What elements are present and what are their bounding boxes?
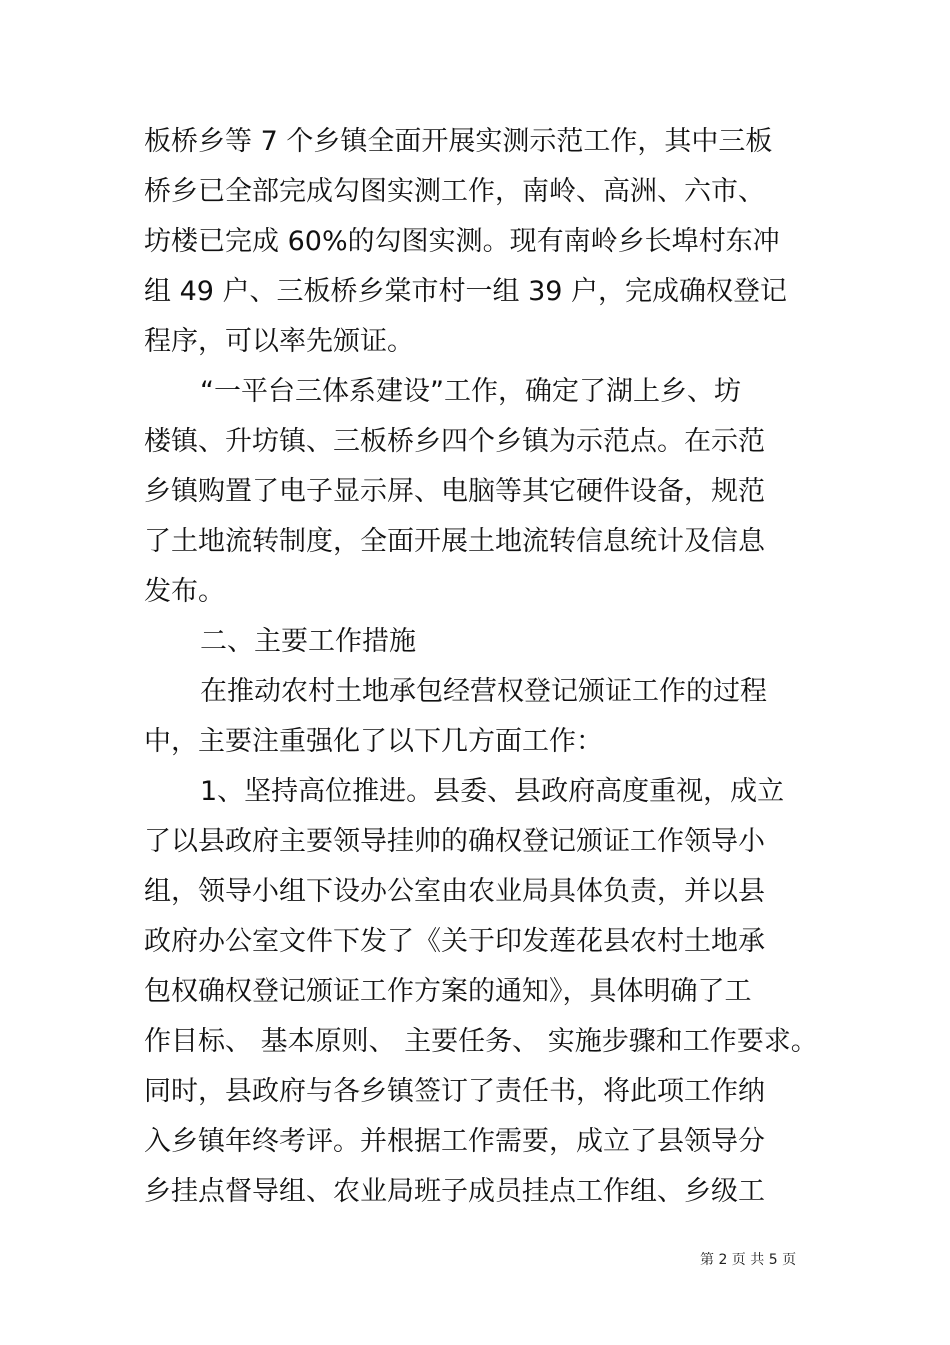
- text-line: 桥乡已全部完成勾图实测工作，南岭、高洲、六市、: [144, 176, 765, 207]
- text-line: 包权确权登记颁证工作方案的通知》，具体明确了工: [144, 976, 752, 1007]
- text-line: 板桥乡等 7 个乡镇全面开展实测示范工作，其中三板: [144, 126, 773, 157]
- text-line: 了土地流转制度，全面开展土地流转信息统计及信息: [144, 526, 765, 557]
- text-line: 程序，可以率先颁证。: [144, 326, 414, 357]
- text-line: 乡镇购置了电子显示屏、电脑等其它硬件设备，规范: [144, 476, 765, 507]
- text-line: 组 49 户、三板桥乡棠市村一组 39 户，完成确权登记: [144, 276, 788, 307]
- text-line: 发布。: [144, 576, 225, 607]
- text-line: 作目标、 基本原则、 主要任务、 实施步骤和工作要求。: [144, 1026, 818, 1057]
- text-line: “一平台三体系建设”工作，确定了湖上乡、坊: [200, 376, 741, 407]
- text-line: 同时，县政府与各乡镇签订了责任书，将此项工作纳: [144, 1076, 765, 1107]
- text-line: 在推动农村土地承包经营权登记颁证工作的过程: [200, 676, 767, 707]
- text-line: 1、坚持高位推进。县委、县政府高度重视，成立: [200, 776, 785, 807]
- section-heading: 二、主要工作措施: [200, 626, 416, 657]
- text-line: 政府办公室文件下发了《关于印发莲花县农村土地承: [144, 926, 765, 957]
- text-line: 楼镇、升坊镇、三板桥乡四个乡镇为示范点。在示范: [144, 426, 765, 457]
- text-line: 了以县政府主要领导挂帅的确权登记颁证工作领导小: [144, 826, 765, 857]
- text-line: 入乡镇年终考评。并根据工作需要，成立了县领导分: [144, 1126, 765, 1157]
- page-number-footer: 第 2 页 共 5 页: [700, 1252, 797, 1268]
- text-line: 坊楼已完成 60%的勾图实测。现有南岭乡长埠村东冲: [144, 226, 780, 257]
- text-line: 中，主要注重强化了以下几方面工作：: [144, 726, 603, 757]
- text-line: 组，领导小组下设办公室由农业局具体负责，并以县: [144, 876, 765, 907]
- text-line: 乡挂点督导组、农业局班子成员挂点工作组、乡级工: [144, 1176, 765, 1207]
